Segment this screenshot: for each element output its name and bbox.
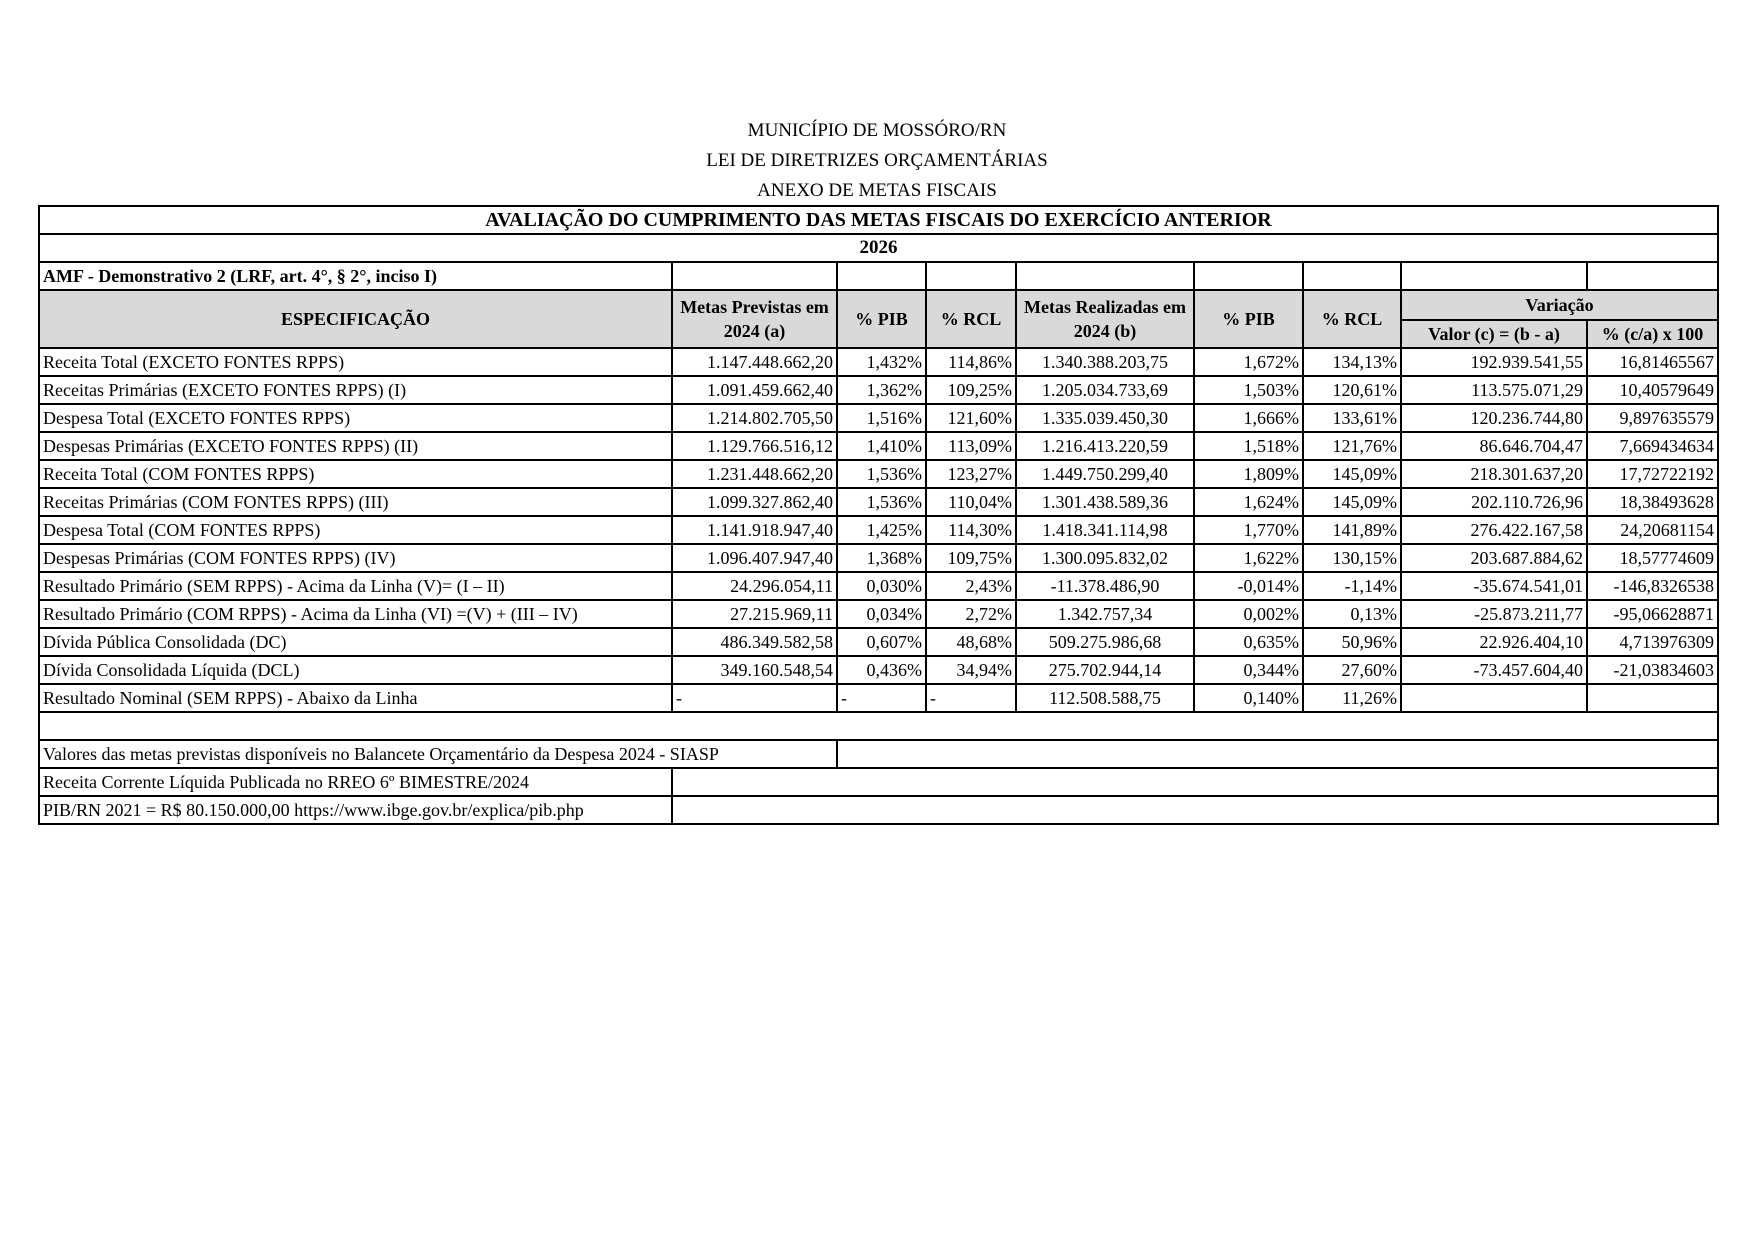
variacao-valor-value: 86.646.704,47 bbox=[1401, 432, 1587, 460]
note-row bbox=[39, 768, 1718, 796]
pib-a-value: 0,030% bbox=[837, 572, 926, 600]
spacer-row bbox=[39, 712, 1718, 740]
note-rcl: Receita Corrente Líquida Publicada no RREO 6º BIMESTRE/2024 bbox=[39, 768, 672, 796]
metas-realizadas-value: 1.342.757,34 bbox=[1016, 600, 1194, 628]
col-header-metas-previstas: Metas Previstas em 2024 (a) bbox=[672, 290, 837, 348]
nominal-label: Resultado Nominal (SEM RPPS) - Abaixo da Linha bbox=[39, 684, 672, 712]
metas-fiscais-table bbox=[38, 205, 1719, 825]
table-row bbox=[39, 404, 1718, 432]
rcl-b-value: 134,13% bbox=[1303, 348, 1401, 376]
table-year: 2026 bbox=[39, 234, 1718, 262]
nominal-rcl-b: 11,26% bbox=[1303, 684, 1401, 712]
pib-b-value: 1,770% bbox=[1194, 516, 1303, 544]
variacao-valor-value: 203.687.884,62 bbox=[1401, 544, 1587, 572]
empty-cell bbox=[1587, 684, 1718, 712]
row-label: Receitas Primárias (COM FONTES RPPS) (III) bbox=[39, 488, 672, 516]
nominal-prev: - bbox=[672, 684, 837, 712]
metas-previstas-value: 1.099.327.862,40 bbox=[672, 488, 837, 516]
metas-realizadas-value: 509.275.986,68 bbox=[1016, 628, 1194, 656]
pib-a-value: 1,536% bbox=[837, 488, 926, 516]
metas-previstas-value: 1.091.459.662,40 bbox=[672, 376, 837, 404]
pib-a-value: 0,436% bbox=[837, 656, 926, 684]
variacao-pct-value: 10,40579649 bbox=[1587, 376, 1718, 404]
pib-a-value: 1,368% bbox=[837, 544, 926, 572]
empty-cell bbox=[926, 262, 1016, 290]
variacao-pct-value: 18,57774609 bbox=[1587, 544, 1718, 572]
metas-previstas-value: 1.214.802.705,50 bbox=[672, 404, 837, 432]
table-title: AVALIAÇÃO DO CUMPRIMENTO DAS METAS FISCAIS DO EXERCÍCIO ANTERIOR bbox=[39, 206, 1718, 234]
table-row bbox=[39, 628, 1718, 656]
variacao-valor-value: 22.926.404,10 bbox=[1401, 628, 1587, 656]
table-row bbox=[39, 488, 1718, 516]
nominal-pib-a: - bbox=[837, 684, 926, 712]
pib-a-value: 1,432% bbox=[837, 348, 926, 376]
empty-cell bbox=[39, 712, 1718, 740]
variacao-pct-value: 7,669434634 bbox=[1587, 432, 1718, 460]
rcl-b-value: 130,15% bbox=[1303, 544, 1401, 572]
rcl-b-value: 145,09% bbox=[1303, 488, 1401, 516]
nominal-pib-b: 0,140% bbox=[1194, 684, 1303, 712]
pib-b-value: 1,622% bbox=[1194, 544, 1303, 572]
rcl-b-value: 27,60% bbox=[1303, 656, 1401, 684]
rcl-a-value: 48,68% bbox=[926, 628, 1016, 656]
metas-realizadas-value: 1.301.438.589,36 bbox=[1016, 488, 1194, 516]
col-header-rcl-b: % RCL bbox=[1303, 290, 1401, 348]
empty-cell bbox=[672, 796, 1718, 824]
metas-realizadas-value: -11.378.486,90 bbox=[1016, 572, 1194, 600]
note-row bbox=[39, 796, 1718, 824]
empty-cell bbox=[1194, 262, 1303, 290]
pib-b-value: 1,666% bbox=[1194, 404, 1303, 432]
rcl-b-value: 145,09% bbox=[1303, 460, 1401, 488]
rcl-a-value: 109,75% bbox=[926, 544, 1016, 572]
row-label: Receita Total (EXCETO FONTES RPPS) bbox=[39, 348, 672, 376]
metas-realizadas-value: 1.300.095.832,02 bbox=[1016, 544, 1194, 572]
rcl-a-value: 34,94% bbox=[926, 656, 1016, 684]
header-lei: LEI DE DIRETRIZES ORÇAMENTÁRIAS bbox=[706, 150, 1048, 171]
col-header-metas-realizadas: Metas Realizadas em 2024 (b) bbox=[1016, 290, 1194, 348]
rcl-a-value: 110,04% bbox=[926, 488, 1016, 516]
rcl-a-value: 2,43% bbox=[926, 572, 1016, 600]
metas-previstas-value: 486.349.582,58 bbox=[672, 628, 837, 656]
variacao-valor-value: 276.422.167,58 bbox=[1401, 516, 1587, 544]
variacao-valor-value: 113.575.071,29 bbox=[1401, 376, 1587, 404]
pib-a-value: 1,536% bbox=[837, 460, 926, 488]
empty-cell bbox=[1401, 262, 1587, 290]
variacao-valor-value: 218.301.637,20 bbox=[1401, 460, 1587, 488]
table-row bbox=[39, 376, 1718, 404]
metas-previstas-value: 349.160.548,54 bbox=[672, 656, 837, 684]
nominal-rcl-a: - bbox=[926, 684, 1016, 712]
row-label: Dívida Pública Consolidada (DC) bbox=[39, 628, 672, 656]
header-anexo: ANEXO DE METAS FISCAIS bbox=[757, 180, 997, 201]
note-balancete: Valores das metas previstas disponíveis no Balancete Orçamentário da Despesa 2024 - SIASP bbox=[39, 740, 837, 768]
variacao-pct-value: -21,03834603 bbox=[1587, 656, 1718, 684]
col-header-pib-a: % PIB bbox=[837, 290, 926, 348]
variacao-pct-value: 9,897635579 bbox=[1587, 404, 1718, 432]
row-label: Despesa Total (EXCETO FONTES RPPS) bbox=[39, 404, 672, 432]
variacao-valor-value: -35.674.541,01 bbox=[1401, 572, 1587, 600]
table-row bbox=[39, 544, 1718, 572]
metas-realizadas-value: 1.418.341.114,98 bbox=[1016, 516, 1194, 544]
note-row bbox=[39, 740, 1718, 768]
row-label: Dívida Consolidada Líquida (DCL) bbox=[39, 656, 672, 684]
row-label: Despesas Primárias (EXCETO FONTES RPPS) (II) bbox=[39, 432, 672, 460]
col-header-rcl-a: % RCL bbox=[926, 290, 1016, 348]
empty-cell bbox=[837, 740, 1718, 768]
pib-a-value: 1,516% bbox=[837, 404, 926, 432]
col-header-valor-c: Valor (c) = (b - a) bbox=[1401, 320, 1587, 348]
rcl-a-value: 121,60% bbox=[926, 404, 1016, 432]
pib-b-value: 1,624% bbox=[1194, 488, 1303, 516]
metas-previstas-value: 24.296.054,11 bbox=[672, 572, 837, 600]
metas-realizadas-value: 1.449.750.299,40 bbox=[1016, 460, 1194, 488]
header-municipio: MUNICÍPIO DE MOSSÓRO/RN bbox=[747, 120, 1007, 141]
rcl-b-value: 120,61% bbox=[1303, 376, 1401, 404]
metas-previstas-value: 1.129.766.516,12 bbox=[672, 432, 837, 460]
metas-realizadas-value: 275.702.944,14 bbox=[1016, 656, 1194, 684]
variacao-valor-value: -73.457.604,40 bbox=[1401, 656, 1587, 684]
metas-previstas-value: 1.096.407.947,40 bbox=[672, 544, 837, 572]
empty-cell bbox=[672, 768, 1718, 796]
row-label: Receitas Primárias (EXCETO FONTES RPPS) (I) bbox=[39, 376, 672, 404]
row-label: Despesa Total (COM FONTES RPPS) bbox=[39, 516, 672, 544]
variacao-pct-value: -95,06628871 bbox=[1587, 600, 1718, 628]
metas-previstas-value: 1.141.918.947,40 bbox=[672, 516, 837, 544]
col-header-pct-c: % (c/a) x 100 bbox=[1587, 320, 1718, 348]
empty-cell bbox=[1401, 684, 1587, 712]
row-label: Resultado Primário (SEM RPPS) - Acima da Linha (V)= (I – II) bbox=[39, 572, 672, 600]
pib-b-value: 0,344% bbox=[1194, 656, 1303, 684]
metas-previstas-value: 27.215.969,11 bbox=[672, 600, 837, 628]
pib-b-value: 0,635% bbox=[1194, 628, 1303, 656]
pib-b-value: -0,014% bbox=[1194, 572, 1303, 600]
pib-a-value: 0,034% bbox=[837, 600, 926, 628]
empty-cell bbox=[672, 262, 837, 290]
empty-cell bbox=[1016, 262, 1194, 290]
variacao-pct-value: 24,20681154 bbox=[1587, 516, 1718, 544]
note-pib: PIB/RN 2021 = R$ 80.150.000,00 https://www.ibge.gov.br/explica/pib.php bbox=[39, 796, 672, 824]
rcl-a-value: 114,30% bbox=[926, 516, 1016, 544]
rcl-b-value: 50,96% bbox=[1303, 628, 1401, 656]
metas-realizadas-value: 1.340.388.203,75 bbox=[1016, 348, 1194, 376]
metas-realizadas-value: 1.335.039.450,30 bbox=[1016, 404, 1194, 432]
table-row bbox=[39, 432, 1718, 460]
rcl-a-value: 109,25% bbox=[926, 376, 1016, 404]
pib-b-value: 0,002% bbox=[1194, 600, 1303, 628]
pib-a-value: 1,362% bbox=[837, 376, 926, 404]
table-row bbox=[39, 656, 1718, 684]
variacao-pct-value: 17,72722192 bbox=[1587, 460, 1718, 488]
variacao-valor-value: 192.939.541,55 bbox=[1401, 348, 1587, 376]
table-row bbox=[39, 600, 1718, 628]
col-header-variacao: Variação bbox=[1401, 290, 1718, 320]
rcl-b-value: 133,61% bbox=[1303, 404, 1401, 432]
col-header-pib-b: % PIB bbox=[1194, 290, 1303, 348]
rcl-b-value: 121,76% bbox=[1303, 432, 1401, 460]
rcl-b-value: -1,14% bbox=[1303, 572, 1401, 600]
pib-b-value: 1,809% bbox=[1194, 460, 1303, 488]
col-header-especificacao: ESPECIFICAÇÃO bbox=[39, 290, 672, 348]
rcl-a-value: 114,86% bbox=[926, 348, 1016, 376]
rcl-a-value: 123,27% bbox=[926, 460, 1016, 488]
empty-cell bbox=[1587, 262, 1718, 290]
variacao-pct-value: -146,8326538 bbox=[1587, 572, 1718, 600]
table-row bbox=[39, 572, 1718, 600]
table-row bbox=[39, 460, 1718, 488]
pib-b-value: 1,503% bbox=[1194, 376, 1303, 404]
metas-previstas-value: 1.147.448.662,20 bbox=[672, 348, 837, 376]
pib-a-value: 1,410% bbox=[837, 432, 926, 460]
table-row-nominal bbox=[39, 684, 1718, 712]
rcl-b-value: 141,89% bbox=[1303, 516, 1401, 544]
empty-cell bbox=[1303, 262, 1401, 290]
metas-realizadas-value: 1.205.034.733,69 bbox=[1016, 376, 1194, 404]
metas-previstas-value: 1.231.448.662,20 bbox=[672, 460, 837, 488]
variacao-valor-value: 120.236.744,80 bbox=[1401, 404, 1587, 432]
pib-b-value: 1,672% bbox=[1194, 348, 1303, 376]
variacao-pct-value: 4,713976309 bbox=[1587, 628, 1718, 656]
document-header bbox=[0, 116, 1754, 206]
row-label: Despesas Primárias (COM FONTES RPPS) (IV) bbox=[39, 544, 672, 572]
variacao-valor-value: 202.110.726,96 bbox=[1401, 488, 1587, 516]
rcl-a-value: 113,09% bbox=[926, 432, 1016, 460]
pib-b-value: 1,518% bbox=[1194, 432, 1303, 460]
row-label: Resultado Primário (COM RPPS) - Acima da Linha (VI) =(V) + (III – IV) bbox=[39, 600, 672, 628]
pib-a-value: 0,607% bbox=[837, 628, 926, 656]
pib-a-value: 1,425% bbox=[837, 516, 926, 544]
nominal-real: 112.508.588,75 bbox=[1016, 684, 1194, 712]
row-label: Receita Total (COM FONTES RPPS) bbox=[39, 460, 672, 488]
rcl-a-value: 2,72% bbox=[926, 600, 1016, 628]
metas-realizadas-value: 1.216.413.220,59 bbox=[1016, 432, 1194, 460]
rcl-b-value: 0,13% bbox=[1303, 600, 1401, 628]
variacao-valor-value: -25.873.211,77 bbox=[1401, 600, 1587, 628]
variacao-pct-value: 16,81465567 bbox=[1587, 348, 1718, 376]
table-row bbox=[39, 348, 1718, 376]
empty-cell bbox=[837, 262, 926, 290]
table-row bbox=[39, 516, 1718, 544]
variacao-pct-value: 18,38493628 bbox=[1587, 488, 1718, 516]
demonstrativo-label: AMF - Demonstrativo 2 (LRF, art. 4°, § 2°, inciso I) bbox=[39, 262, 672, 290]
